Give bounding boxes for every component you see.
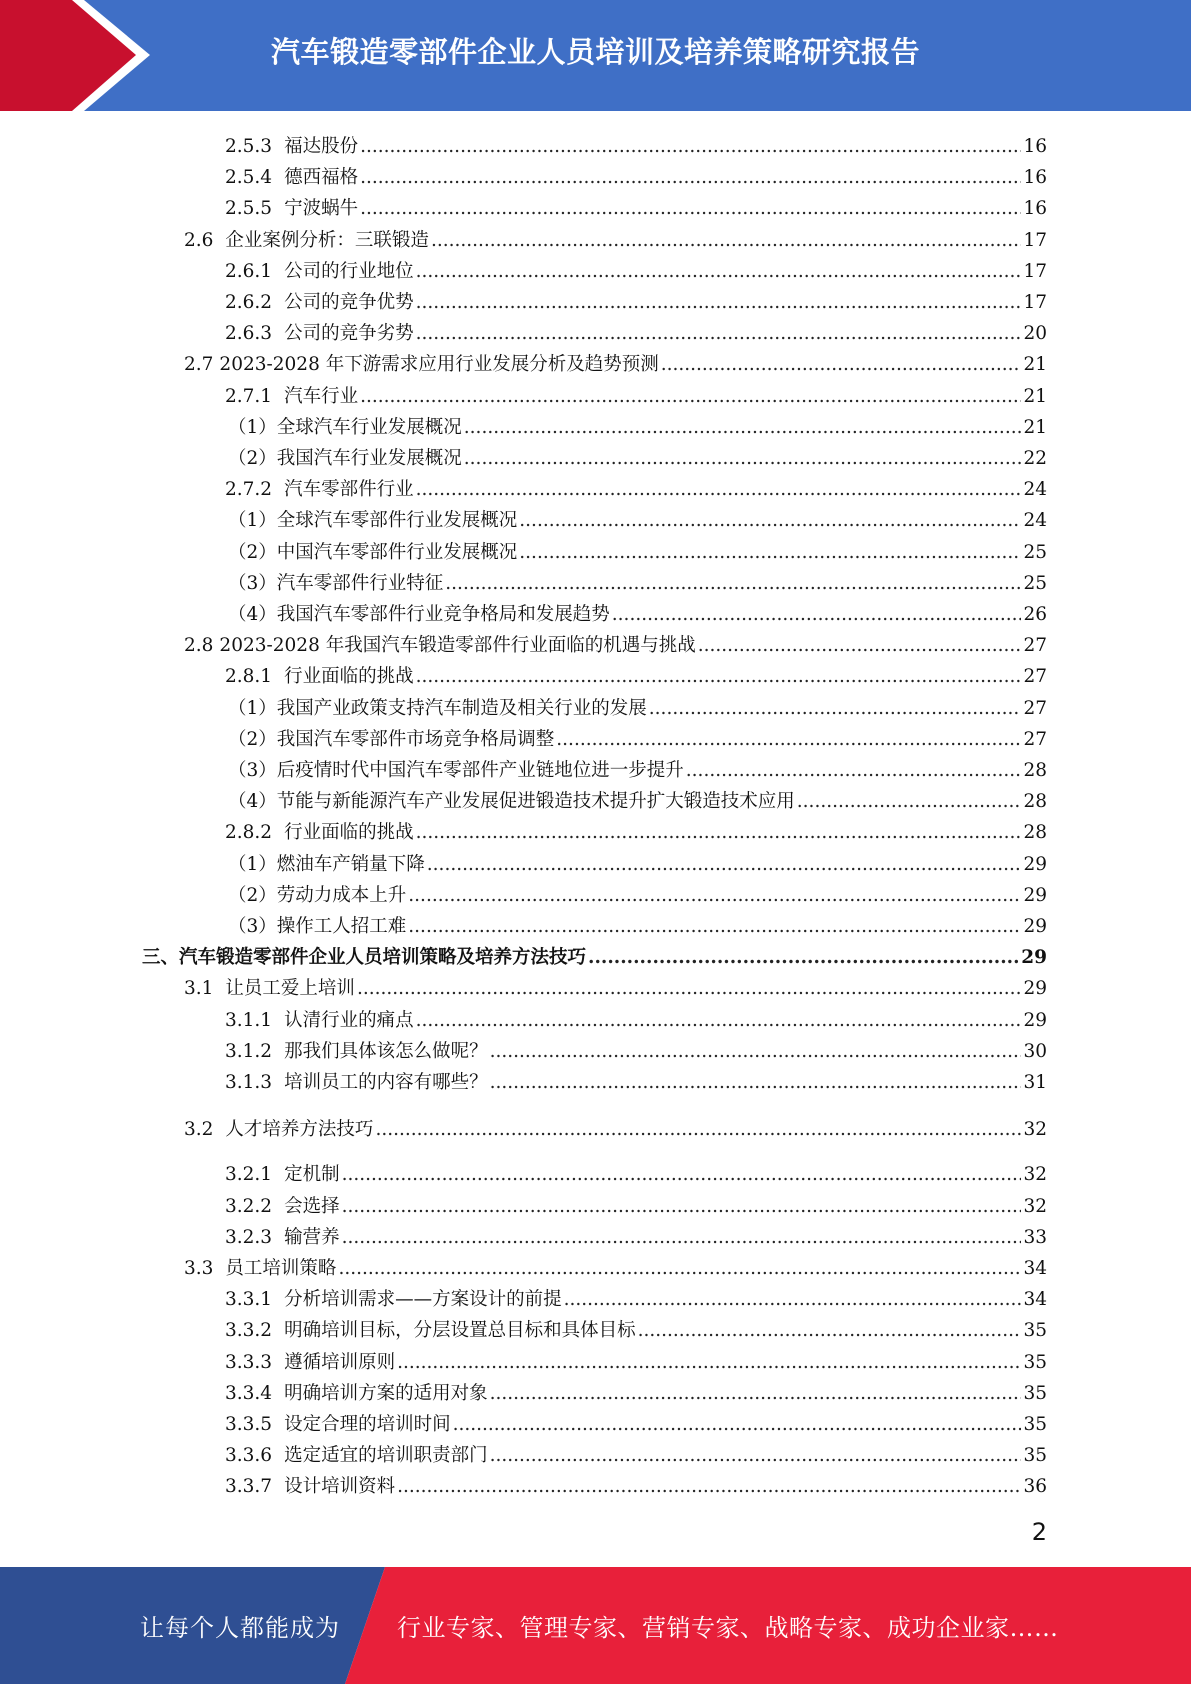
toc-dot-leader [397, 1475, 1021, 1499]
toc-dot-leader [416, 322, 1022, 346]
toc-entry-number: 2.6.3 [225, 323, 273, 345]
toc-dot-leader [588, 946, 1019, 970]
toc-entry-page: 28 [1023, 760, 1047, 781]
toc-entry-title: 企业案例分析：三联锻造 [225, 229, 429, 251]
toc-entry-number: （2） [228, 728, 277, 750]
toc-entry-page: 32 [1023, 1164, 1047, 1186]
toc-dot-leader [638, 1319, 1022, 1343]
toc-entry-page: 27 [1023, 635, 1047, 657]
toc-entry-page: 29 [1023, 978, 1047, 1000]
toc-entry-page: 20 [1023, 323, 1047, 345]
toc-dot-leader [612, 603, 1022, 627]
toc-entry-title: 全球汽车行业发展概况 [276, 416, 462, 438]
toc-entry-page: 16 [1023, 136, 1047, 157]
toc-dot-leader [357, 977, 1022, 1001]
toc-entry-page: 27 [1023, 697, 1047, 719]
toc-entry-page: 28 [1023, 791, 1047, 813]
toc-entry-title: 节能与新能源汽车产业发展促进锻造技术提升扩大锻造技术应用 [276, 791, 795, 813]
toc-entry-page: 32 [1023, 1195, 1047, 1217]
toc-entry-number: 2.7 [184, 354, 214, 376]
toc-entry-page: 21 [1023, 416, 1047, 438]
toc-entry-title: 中国汽车零部件行业发展概况 [276, 541, 518, 563]
toc-entry-title: 汽车行业 [284, 385, 359, 407]
toc-entry-title: 认清行业的痛点 [284, 1009, 414, 1031]
toc-entry[interactable] [225, 1313, 1047, 1343]
toc-entry-title: 会选择 [284, 1195, 340, 1217]
toc-entry-number: （4） [228, 604, 277, 625]
toc-entry-page: 21 [1023, 385, 1047, 407]
toc-entry[interactable] [228, 909, 1047, 939]
toc-entry-title: 选定适宜的培训职责部门 [284, 1445, 488, 1467]
toc-dot-leader [564, 1288, 1022, 1312]
toc-entry-number: 3.2 [184, 1119, 214, 1141]
toc-dot-leader [686, 759, 1022, 783]
footer-slogan-right: 行业专家、管理专家、营销专家、战略专家、成功企业家…… [397, 1614, 1059, 1642]
toc-entry-number: 3.3.2 [225, 1320, 273, 1342]
toc-entry[interactable] [225, 285, 1047, 315]
toc-entry-number: 2.6.2 [225, 292, 273, 313]
toc-dot-leader [416, 1009, 1022, 1033]
toc-entry[interactable] [225, 1034, 1047, 1064]
toc-dot-leader [375, 1118, 1021, 1142]
toc-entry[interactable] [184, 1251, 1047, 1281]
toc-entry-title: 德西福格 [284, 167, 359, 189]
toc-entry-number: （2） [228, 448, 277, 469]
toc-entry-page: 35 [1023, 1320, 1047, 1342]
toc-entry-page: 34 [1023, 1289, 1047, 1311]
toc-dot-leader [416, 291, 1022, 315]
toc-entry-page: 29 [1021, 947, 1047, 969]
toc-dot-leader [342, 1226, 1022, 1250]
toc-entry-number: 3.3.5 [225, 1414, 273, 1435]
toc-entry[interactable] [228, 753, 1047, 783]
toc-dot-leader [360, 135, 1021, 159]
toc-entry[interactable] [228, 722, 1047, 752]
toc-entry-page: 17 [1023, 260, 1047, 282]
toc-entry-title: 我国汽车零部件市场竞争格局调整 [276, 728, 555, 750]
toc-dot-leader [408, 915, 1021, 939]
toc-entry[interactable] [228, 535, 1047, 565]
toc-entry-page: 26 [1023, 604, 1047, 625]
toc-entry-title: 明确培训方案的适用对象 [284, 1382, 488, 1404]
toc-entry-title: 公司的行业地位 [284, 260, 414, 282]
footer-slogan-left: 让每个人都能成为 [140, 1614, 340, 1642]
toc-entry[interactable] [225, 815, 1047, 845]
toc-dot-leader [342, 1195, 1022, 1219]
toc-entry-page: 27 [1023, 666, 1047, 688]
toc-entry-title: 人才培养方法技巧 [225, 1119, 374, 1141]
toc-entry-number: （3） [228, 572, 277, 594]
page-header [0, 0, 1191, 111]
toc-entry-number: （1） [228, 510, 277, 532]
toc-entry-title: 明确培训目标，分层设置总目标和具体目标 [284, 1320, 636, 1342]
toc-entry-number: （1） [228, 697, 277, 719]
toc-entry-title: 培训员工的内容有哪些？ [284, 1072, 488, 1093]
toc-entry-title: 输营养 [284, 1226, 340, 1248]
toc-dot-leader [490, 1040, 1022, 1064]
toc-dot-leader [360, 197, 1021, 221]
toc-entry-number: 3.3.3 [225, 1351, 273, 1373]
toc-entry[interactable] [184, 1112, 1047, 1142]
toc-entry-title: 行业面临的挑战 [284, 666, 414, 688]
toc-entry-title: 我国产业政策支持汽车制造及相关行业的发展 [276, 697, 647, 719]
toc-dot-leader [416, 665, 1022, 689]
toc-entry-number: （2） [228, 541, 277, 563]
toc-entry-page: 32 [1023, 1119, 1047, 1141]
toc-entry-title: 定机制 [284, 1164, 340, 1186]
toc-entry-page: 35 [1023, 1414, 1047, 1435]
toc-entry-number: 2.5.3 [225, 136, 273, 157]
toc-entry[interactable] [225, 1282, 1047, 1312]
toc-entry[interactable] [228, 503, 1047, 533]
toc-entry-title: 设定合理的培训时间 [284, 1414, 451, 1435]
toc-dot-leader [490, 1444, 1022, 1468]
toc-dot-leader [649, 697, 1022, 721]
toc-entry-number: 3.3.4 [225, 1382, 273, 1404]
toc-entry-title: 公司的竞争劣势 [284, 323, 414, 345]
toc-entry-page: 16 [1023, 198, 1047, 220]
toc-entry[interactable] [225, 1376, 1047, 1406]
toc-dot-leader [556, 728, 1021, 752]
toc-entry[interactable] [184, 628, 1047, 658]
toc-dot-leader [445, 572, 1021, 596]
toc-entry-page: 24 [1023, 510, 1047, 532]
toc-entry-number: 三、 [142, 947, 180, 969]
toc-entry-page: 30 [1023, 1040, 1047, 1062]
toc-entry-page: 36 [1023, 1476, 1047, 1498]
toc-entry-page: 16 [1023, 167, 1047, 189]
toc-entry-number: 2.7.2 [225, 479, 273, 501]
toc-entry-page: 29 [1023, 853, 1047, 875]
toc-entry-page: 25 [1023, 541, 1047, 563]
toc-entry[interactable] [225, 472, 1047, 502]
toc-entry-number: 3.3.7 [225, 1476, 273, 1498]
toc-entry[interactable] [225, 379, 1047, 409]
page-footer [0, 1567, 1191, 1684]
toc-entry[interactable] [228, 410, 1047, 440]
toc-entry-title: 后疫情时代中国汽车零部件产业链地位进一步提升 [276, 760, 684, 781]
toc-entry-title: 燃油车产销量下降 [276, 853, 425, 875]
toc-entry-title: 2023-2028 年下游需求应用行业发展分析及趋势预测 [219, 354, 659, 376]
toc-entry-title: 宁波蜗牛 [284, 198, 359, 220]
toc-dot-leader [490, 1382, 1022, 1406]
toc-entry[interactable] [228, 566, 1047, 596]
toc-entry[interactable] [225, 1157, 1047, 1187]
toc-dot-leader [416, 478, 1022, 502]
toc-entry-page: 17 [1023, 229, 1047, 251]
toc-entry[interactable] [225, 1438, 1047, 1468]
toc-entry-page: 35 [1023, 1382, 1047, 1404]
toc-dot-leader [397, 1351, 1021, 1375]
toc-entry-number: 2.5.5 [225, 198, 273, 220]
toc-entry-title: 全球汽车零部件行业发展概况 [276, 510, 518, 532]
toc-entry[interactable] [228, 878, 1047, 908]
toc-entry[interactable] [225, 316, 1047, 346]
toc-entry-title: 行业面临的挑战 [284, 822, 414, 844]
toc-entry[interactable] [184, 223, 1047, 253]
toc-entry[interactable] [142, 940, 1047, 970]
toc-entry-number: （4） [228, 791, 277, 813]
toc-entry-page: 21 [1023, 354, 1047, 376]
toc-entry-number: 3.3 [184, 1258, 214, 1279]
page-number: 2 [1031, 1518, 1047, 1546]
toc-entry[interactable] [228, 784, 1047, 814]
toc-entry-number: 3.3.6 [225, 1445, 273, 1467]
toc-entry-number: （2） [228, 884, 277, 906]
toc-entry-number: 3.1.1 [225, 1009, 273, 1031]
toc-dot-leader [453, 1413, 1022, 1437]
toc-entry[interactable] [228, 597, 1047, 627]
toc-entry-title: 福达股份 [284, 136, 359, 157]
toc-entry-page: 35 [1023, 1351, 1047, 1373]
toc-entry-title: 汽车零部件行业特征 [276, 572, 444, 594]
toc-entry-page: 29 [1023, 884, 1047, 906]
toc-entry-title: 2023-2028 年我国汽车锻造零部件行业面临的机遇与挑战 [219, 635, 696, 657]
toc-entry[interactable] [225, 1407, 1047, 1437]
toc-entry[interactable] [228, 847, 1047, 877]
toc-entry-number: 2.6 [184, 229, 214, 251]
toc-entry-page: 17 [1023, 292, 1047, 313]
toc-entry-title: 操作工人招工难 [276, 916, 407, 937]
toc-entry-title: 我国汽车零部件行业竞争格局和发展趋势 [276, 604, 610, 625]
toc-entry[interactable] [225, 191, 1047, 221]
toc-dot-leader [360, 385, 1021, 409]
toc-dot-leader [797, 790, 1022, 814]
toc-entry-page: 27 [1023, 728, 1047, 750]
toc-entry-title: 员工培训策略 [225, 1258, 337, 1279]
toc-entry[interactable] [225, 1003, 1047, 1033]
toc-dot-leader [427, 853, 1022, 877]
toc-entry-page: 29 [1023, 1009, 1047, 1031]
toc-dot-leader [431, 229, 1022, 253]
toc-entry-number: （3） [228, 916, 277, 937]
toc-dot-leader [698, 634, 1022, 658]
toc-entry-number: 2.8 [184, 635, 214, 657]
toc-dot-leader [519, 541, 1021, 565]
toc-entry-title: 公司的竞争优势 [284, 292, 414, 313]
report-title: 汽车锻造零部件企业人员培训及培养策略研究报告 [270, 34, 920, 69]
toc-entry-page: 35 [1023, 1445, 1047, 1467]
toc-dot-leader [360, 166, 1021, 190]
toc-entry-number: 2.8.2 [225, 822, 273, 844]
toc-dot-leader [342, 1163, 1022, 1187]
toc-entry[interactable] [225, 129, 1047, 159]
toc-entry[interactable] [225, 1065, 1047, 1095]
toc-entry-title: 遵循培训原则 [284, 1351, 396, 1373]
toc-entry[interactable] [184, 347, 1047, 377]
toc-entry[interactable] [225, 1220, 1047, 1250]
toc-dot-leader [416, 821, 1022, 845]
toc-entry-number: 2.6.1 [225, 260, 273, 282]
toc-entry[interactable] [225, 254, 1047, 284]
toc-entry-title: 让员工爱上培训 [225, 978, 355, 1000]
toc-entry-page: 31 [1023, 1072, 1047, 1093]
toc-entry-number: 3.2.1 [225, 1164, 273, 1186]
toc-entry[interactable] [225, 160, 1047, 190]
toc-entry-page: 34 [1023, 1258, 1047, 1279]
toc-entry-number: （1） [228, 853, 277, 875]
toc-entry[interactable] [225, 1189, 1047, 1219]
toc-entry-page: 29 [1023, 916, 1047, 937]
toc-dot-leader [338, 1257, 1021, 1281]
toc-entry-title: 我国汽车行业发展概况 [276, 448, 462, 469]
toc-entry-page: 28 [1023, 822, 1047, 844]
toc-entry[interactable] [228, 691, 1047, 721]
toc-entry-number: 3.1 [184, 978, 214, 1000]
toc-entry-page: 24 [1023, 479, 1047, 501]
toc-entry-number: 3.3.1 [225, 1289, 273, 1311]
toc-dot-leader [416, 260, 1022, 284]
toc-entry-page: 22 [1023, 448, 1047, 469]
header-arrow-icon [0, 0, 160, 111]
toc-entry-title: 设计培训资料 [284, 1476, 396, 1498]
toc-entry-number: 2.7.1 [225, 385, 273, 407]
toc-dot-leader [464, 416, 1022, 440]
toc-entry[interactable] [184, 971, 1047, 1001]
toc-entry-page: 33 [1023, 1226, 1047, 1248]
toc-entry[interactable] [225, 659, 1047, 689]
toc-entry-number: （1） [228, 416, 277, 438]
toc-entry-number: 3.2.3 [225, 1226, 273, 1248]
toc-entry[interactable] [225, 1469, 1047, 1499]
toc-dot-leader [490, 1071, 1022, 1095]
toc-entry-number: 3.1.2 [225, 1040, 273, 1062]
toc-dot-leader [661, 353, 1022, 377]
toc-entry-title: 汽车锻造零部件企业人员培训策略及培养方法技巧 [179, 947, 587, 969]
toc-dot-leader [519, 509, 1021, 533]
toc-entry-title: 那我们具体该怎么做呢？ [284, 1040, 488, 1062]
toc-entry-title: 汽车零部件行业 [284, 479, 414, 501]
toc-entry-number: 2.8.1 [225, 666, 273, 688]
toc-entry[interactable] [225, 1345, 1047, 1375]
toc-entry-title: 劳动力成本上升 [276, 884, 407, 906]
toc-dot-leader [408, 884, 1021, 908]
toc-entry-number: 3.1.3 [225, 1072, 273, 1093]
toc-dot-leader [464, 447, 1022, 471]
toc-entry-number: 2.5.4 [225, 167, 273, 189]
toc-entry-title: 分析培训需求——方案设计的前提 [284, 1289, 562, 1311]
toc-entry[interactable] [228, 441, 1047, 471]
toc-entry-number: 3.2.2 [225, 1195, 273, 1217]
toc-entry-number: （3） [228, 760, 277, 781]
toc-entry-page: 25 [1023, 572, 1047, 594]
